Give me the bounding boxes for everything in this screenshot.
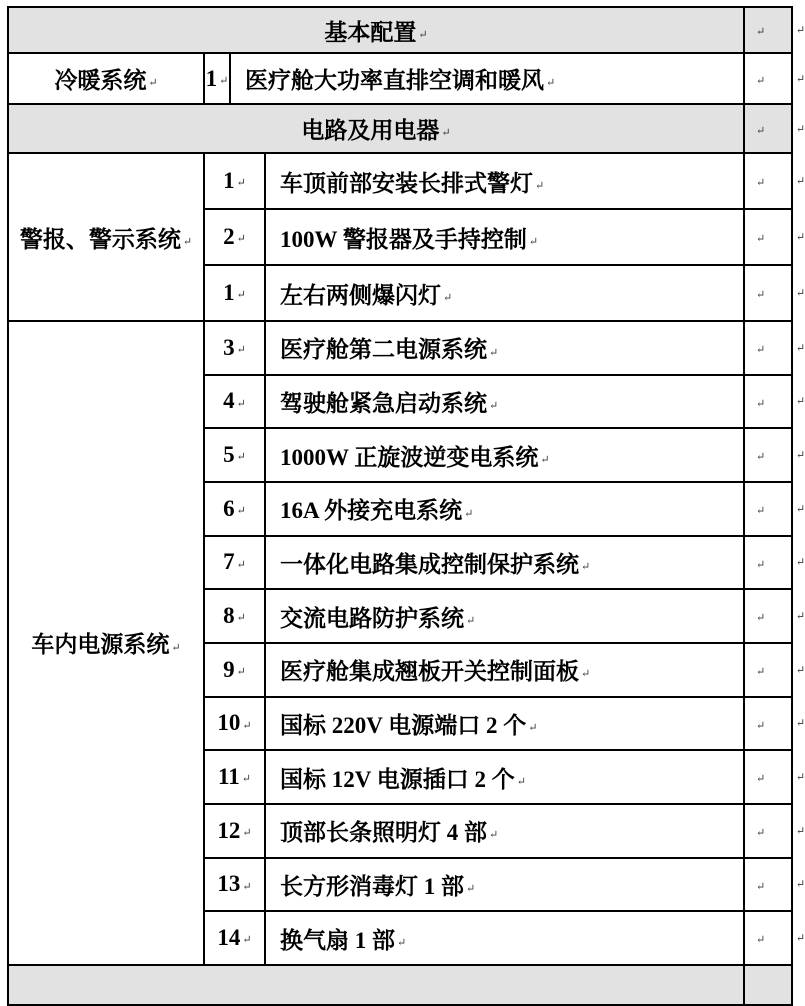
paragraph-mark-icon: ↵ <box>171 641 181 654</box>
item-text-cell <box>265 482 744 536</box>
paragraph-mark-icon: ↵ <box>756 26 766 39</box>
item-number-cell <box>204 375 265 429</box>
paragraph-mark-icon: ↵ <box>397 936 407 949</box>
row-end-mark-icon: ↵ <box>795 123 805 135</box>
item-text-cell <box>265 697 744 751</box>
item-number: 3 <box>223 334 235 360</box>
end-column-cell <box>744 209 805 265</box>
item-text: 车顶前部安装长排式警灯 <box>280 170 533 196</box>
paragraph-mark-icon: ↵ <box>236 397 246 410</box>
end-column-cell <box>744 965 792 1005</box>
paragraph-mark-icon: ↵ <box>242 826 252 839</box>
paragraph-mark-icon: ↵ <box>236 177 246 190</box>
group-label-cooling <box>8 53 204 104</box>
item-number: 1 <box>205 65 218 91</box>
paragraph-mark-icon: ↵ <box>528 722 538 735</box>
item-text-cell <box>265 858 744 912</box>
row-end-mark-icon: ↵ <box>795 932 805 945</box>
row-end-mark-icon: ↵ <box>795 449 805 462</box>
end-column-cell <box>744 428 805 482</box>
paragraph-mark-icon: ↵ <box>441 127 451 140</box>
row-end-mark-icon: ↵ <box>795 771 805 784</box>
item-text-cell <box>265 804 744 858</box>
item-number-cell <box>204 858 265 912</box>
paragraph-mark-icon: ↵ <box>535 179 545 192</box>
paragraph-mark-icon: ↵ <box>756 558 766 571</box>
end-column-cell <box>744 750 805 804</box>
item-text: 长方形消毒灯 1 部 <box>280 873 464 899</box>
paragraph-mark-icon: ↵ <box>148 77 158 90</box>
item-text-cell <box>265 209 744 265</box>
paragraph-mark-icon: ↵ <box>182 235 193 248</box>
item-number: 1 <box>223 280 235 305</box>
item-number-cell <box>204 697 265 751</box>
paragraph-mark-icon: ↵ <box>756 124 766 137</box>
item-text-cell <box>265 153 744 209</box>
paragraph-mark-icon: ↵ <box>756 934 766 947</box>
item-text: 1000W 正旋波逆变电系统 <box>280 444 539 470</box>
paragraph-mark-icon: ↵ <box>756 826 766 839</box>
end-column-cell <box>744 375 805 429</box>
paragraph-mark-icon: ↵ <box>466 883 476 896</box>
table-row <box>8 321 792 375</box>
end-column-cell <box>744 536 805 590</box>
row-end-mark-icon: ↵ <box>795 610 805 623</box>
bottom-section-header <box>8 965 744 1005</box>
row-end-mark-icon: ↵ <box>795 825 805 838</box>
item-number-cell <box>204 589 265 643</box>
paragraph-mark-icon: ↵ <box>756 665 766 678</box>
item-number-cell <box>204 321 265 375</box>
item-number: 10 <box>217 710 241 736</box>
section-header-row <box>8 7 792 53</box>
row-end-mark-icon: ↵ <box>795 73 805 85</box>
item-text-cell <box>230 53 744 104</box>
end-column-cell <box>744 858 805 912</box>
item-text-cell <box>265 911 744 965</box>
paragraph-mark-icon: ↵ <box>756 289 766 302</box>
group-label-power <box>8 321 204 965</box>
paragraph-mark-icon: ↵ <box>236 233 246 246</box>
item-number: 6 <box>223 495 235 521</box>
section-header-basic <box>8 7 744 53</box>
end-column-cell <box>744 482 805 536</box>
paragraph-mark-icon: ↵ <box>540 453 550 466</box>
item-text-cell <box>265 589 744 643</box>
paragraph-mark-icon: ↵ <box>756 505 766 518</box>
paragraph-mark-icon: ↵ <box>546 77 556 90</box>
item-text: 16A 外接充电系统 <box>280 498 463 524</box>
item-number: 9 <box>223 656 235 682</box>
section-header-text: 基本配置 <box>324 19 417 45</box>
item-number-cell <box>204 428 265 482</box>
item-text: 一体化电路集成控制保护系统 <box>280 551 579 577</box>
row-end-mark-icon: ↵ <box>795 503 805 516</box>
paragraph-mark-icon: ↵ <box>756 612 766 625</box>
paragraph-mark-icon: ↵ <box>236 289 246 302</box>
end-column-cell <box>744 804 805 858</box>
item-text: 顶部长条照明灯 4 部 <box>280 820 487 846</box>
group-label-text: 车内电源系统 <box>31 632 170 658</box>
paragraph-mark-icon: ↵ <box>581 561 591 574</box>
item-number: 11 <box>218 764 240 790</box>
item-text: 换气扇 1 部 <box>280 927 395 953</box>
group-label-alarm <box>8 153 204 321</box>
section-header-text: 电路及用电器 <box>301 118 440 143</box>
row-end-mark-icon: ↵ <box>795 24 805 37</box>
row-end-mark-icon: ↵ <box>795 342 805 355</box>
paragraph-mark-icon: ↵ <box>528 235 539 248</box>
item-number: 14 <box>217 925 241 951</box>
item-number: 5 <box>223 442 235 468</box>
paragraph-mark-icon: ↵ <box>242 880 252 893</box>
paragraph-mark-icon: ↵ <box>756 451 766 464</box>
row-end-mark-icon: ↵ <box>795 717 805 730</box>
item-text: 100W 警报器及手持控制 <box>280 226 527 252</box>
end-column-cell <box>744 697 805 751</box>
paragraph-mark-icon: ↵ <box>756 397 766 410</box>
end-column-cell <box>744 265 805 321</box>
item-number: 13 <box>217 871 241 897</box>
item-number-cell <box>204 209 265 265</box>
item-text-cell <box>265 643 744 697</box>
section-header-row <box>8 965 792 1005</box>
item-text: 医疗舱大功率直排空调和暖风 <box>245 68 544 93</box>
paragraph-mark-icon: ↵ <box>756 177 766 190</box>
paragraph-mark-icon: ↵ <box>236 558 246 571</box>
item-number: 4 <box>223 388 235 414</box>
end-column-cell <box>744 104 805 153</box>
item-text: 交流电路防护系统 <box>280 605 464 631</box>
paragraph-mark-icon: ↵ <box>489 346 499 359</box>
item-number-cell <box>204 911 265 965</box>
item-text: 国标 220V 电源端口 2 个 <box>280 712 527 738</box>
item-number: 7 <box>223 549 235 575</box>
item-number: 2 <box>223 224 235 249</box>
spec-table <box>7 6 805 1006</box>
paragraph-mark-icon: ↵ <box>219 74 229 87</box>
table-row <box>8 53 792 104</box>
item-text-cell <box>265 375 744 429</box>
item-number-cell <box>204 53 230 104</box>
item-text-cell <box>265 428 744 482</box>
table-row <box>8 153 792 209</box>
item-number-cell <box>204 536 265 590</box>
item-text: 医疗舱第二电源系统 <box>280 337 487 363</box>
item-number-cell <box>204 750 265 804</box>
item-text: 国标 12V 电源插口 2 个 <box>280 766 515 792</box>
paragraph-mark-icon: ↵ <box>241 773 251 786</box>
row-end-mark-icon: ↵ <box>795 231 805 244</box>
group-label-text: 警报、警示系统 <box>19 226 181 252</box>
paragraph-mark-icon: ↵ <box>581 668 591 681</box>
section-header-row <box>8 104 792 153</box>
item-text-cell <box>265 321 744 375</box>
paragraph-mark-icon: ↵ <box>756 719 766 732</box>
paragraph-mark-icon: ↵ <box>756 880 766 893</box>
item-number-cell <box>204 804 265 858</box>
paragraph-mark-icon: ↵ <box>236 344 246 357</box>
paragraph-mark-icon: ↵ <box>236 505 246 518</box>
paragraph-mark-icon: ↵ <box>418 28 428 41</box>
item-number-cell <box>204 643 265 697</box>
paragraph-mark-icon: ↵ <box>489 400 499 413</box>
row-end-mark-icon: ↵ <box>795 664 805 677</box>
end-column-cell <box>744 321 805 375</box>
item-text-cell <box>265 750 744 804</box>
row-end-mark-icon: ↵ <box>795 175 805 188</box>
item-number: 12 <box>217 817 241 843</box>
paragraph-mark-icon: ↵ <box>516 775 526 788</box>
item-text-cell <box>265 265 744 321</box>
paragraph-mark-icon: ↵ <box>756 74 766 87</box>
end-column-cell <box>744 643 805 697</box>
paragraph-mark-icon: ↵ <box>756 344 766 357</box>
paragraph-mark-icon: ↵ <box>242 934 252 947</box>
end-column-cell <box>744 589 805 643</box>
section-header-electric <box>8 104 744 153</box>
item-text: 左右两侧爆闪灯 <box>280 282 441 308</box>
row-end-mark-icon: ↵ <box>795 287 805 300</box>
item-number: 8 <box>223 603 235 629</box>
end-column-cell <box>744 7 805 53</box>
paragraph-mark-icon: ↵ <box>443 291 453 304</box>
paragraph-mark-icon: ↵ <box>464 507 474 520</box>
item-number-cell <box>204 153 265 209</box>
item-text: 医疗舱集成翘板开关控制面板 <box>280 659 579 685</box>
row-end-mark-icon: ↵ <box>795 878 805 891</box>
paragraph-mark-icon: ↵ <box>236 612 246 625</box>
end-column-cell <box>744 53 805 104</box>
item-text-cell <box>265 536 744 590</box>
paragraph-mark-icon: ↵ <box>242 719 252 732</box>
item-number-cell <box>204 265 265 321</box>
item-number-cell <box>204 482 265 536</box>
group-label-text: 冷暖系统 <box>54 68 147 93</box>
end-column-cell <box>744 911 805 965</box>
row-end-mark-icon: ↵ <box>795 395 805 408</box>
paragraph-mark-icon: ↵ <box>236 665 246 678</box>
row-end-mark-icon: ↵ <box>795 556 805 569</box>
item-number: 1 <box>223 168 235 193</box>
item-text: 驾驶舱紧急启动系统 <box>280 390 487 416</box>
paragraph-mark-icon: ↵ <box>489 829 499 842</box>
paragraph-mark-icon: ↵ <box>756 233 766 246</box>
paragraph-mark-icon: ↵ <box>466 614 476 627</box>
paragraph-mark-icon: ↵ <box>236 451 246 464</box>
end-column-cell <box>744 153 805 209</box>
paragraph-mark-icon: ↵ <box>756 773 766 786</box>
